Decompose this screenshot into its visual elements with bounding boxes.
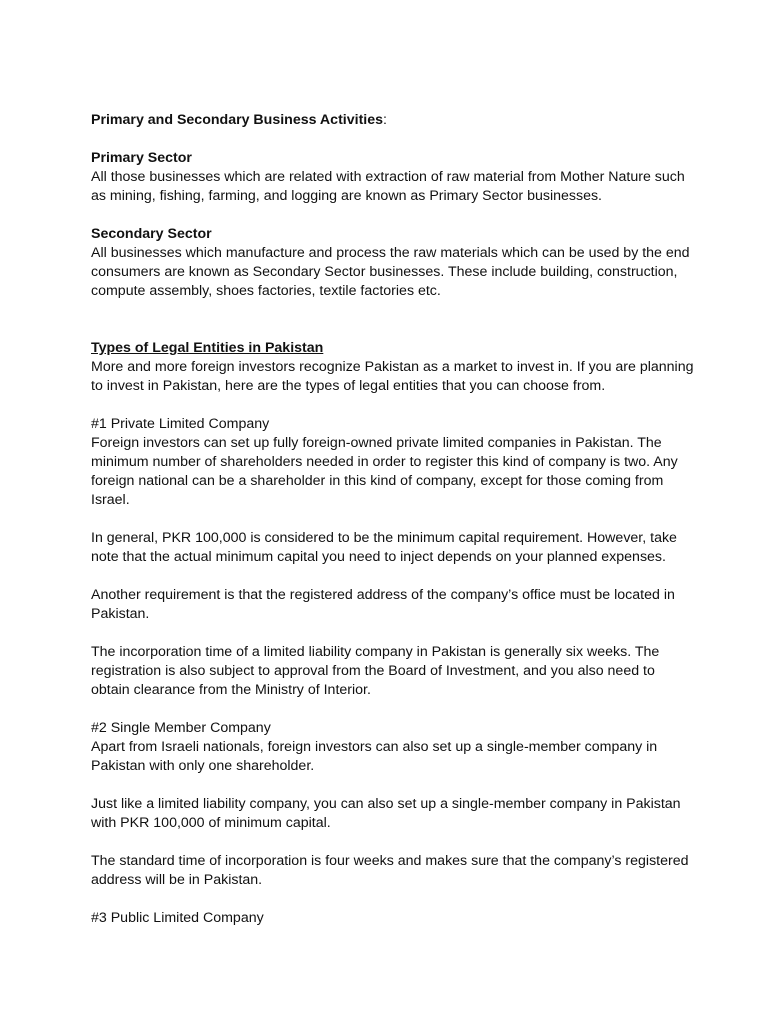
private-limited-text: Israel. (91, 492, 130, 508)
single-member-capital-text: Just like a limited liability company, you can also set up a single-member company in Pakistan (91, 796, 681, 812)
private-limited-text: foreign national can be a shareholder in this kind of company, except for those coming from (91, 473, 664, 489)
incorporation-time-text: obtain clearance from the Ministry of Interior. (91, 682, 371, 698)
private-limited-heading: #1 Private Limited Company (91, 416, 270, 432)
secondary-sector-text: consumers are known as Secondary Sector businesses. These include building, construction, (91, 264, 678, 280)
secondary-sector-text: All businesses which manufacture and process the raw materials which can be used by the end (91, 245, 690, 261)
capital-requirement-text: note that the actual minimum capital you need to inject depends on your planned expenses. (91, 549, 666, 565)
single-member-time-text: address will be in Pakistan. (91, 872, 263, 888)
title-text: Primary and Secondary Business Activities (91, 112, 384, 128)
capital-requirement-text: In general, PKR 100,000 is considered to be the minimum capital requirement. However, take (91, 530, 677, 546)
primary-sector-heading: Primary Sector (91, 150, 192, 166)
private-limited-text: minimum number of shareholders needed in order to register this kind of company is two. Any (91, 454, 678, 470)
incorporation-time-text: registration is also subject to approval from the Board of Investment, and you also need to (91, 663, 655, 679)
single-member-time-text: The standard time of incorporation is four weeks and makes sure that the company’s registered (91, 853, 689, 869)
single-member-text: Pakistan with only one shareholder. (91, 758, 315, 774)
single-member-heading: #2 Single Member Company (91, 720, 271, 736)
single-member-text: Apart from Israeli nationals, foreign investors can also set up a single-member company in (91, 739, 658, 755)
secondary-sector-text: compute assembly, shoes factories, textile factories etc. (91, 283, 441, 299)
legal-entities-intro: to invest in Pakistan, here are the types of legal entities that you can choose from. (91, 378, 606, 394)
primary-sector-text: as mining, fishing, farming, and logging are known as Primary Sector businesses. (91, 188, 602, 204)
document-title (91, 111, 691, 130)
title-colon: : (383, 112, 387, 128)
legal-entities-intro: More and more foreign investors recognize Pakistan as a market to invest in. If you are planning (91, 359, 694, 375)
single-member-capital-text: with PKR 100,000 of minimum capital. (91, 815, 331, 831)
legal-entities-heading: Types of Legal Entities in Pakistan (91, 340, 324, 356)
document-page (91, 111, 694, 928)
registered-address-text: Pakistan. (91, 606, 150, 622)
primary-sector-text: All those businesses which are related with extraction of raw material from Mother Nature such (91, 169, 685, 185)
public-limited-heading: #3 Public Limited Company (91, 910, 264, 926)
secondary-sector-heading: Secondary Sector (91, 226, 212, 242)
private-limited-text: Foreign investors can set up fully foreign-owned private limited companies in Pakistan. The (91, 435, 662, 451)
registered-address-text: Another requirement is that the registered address of the company’s office must be located in (91, 587, 675, 603)
incorporation-time-text: The incorporation time of a limited liability company in Pakistan is generally six weeks. The (91, 644, 660, 660)
